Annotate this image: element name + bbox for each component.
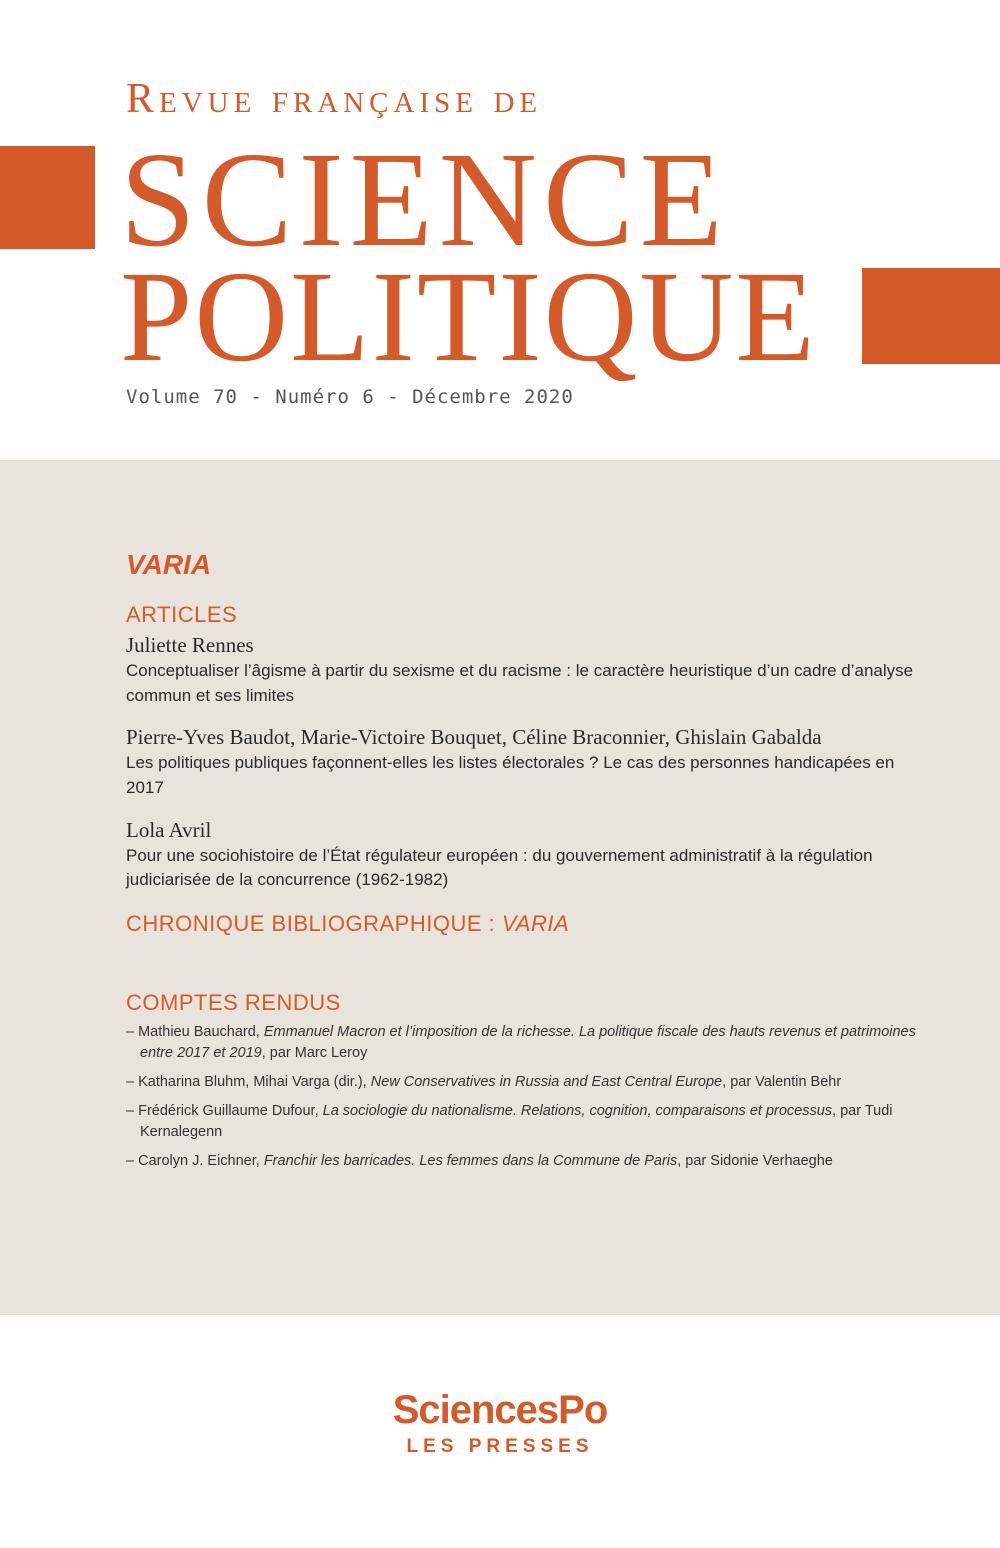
article-authors: Lola Avril: [126, 817, 212, 842]
decorative-bar-right: [862, 268, 1000, 364]
article-authors: Pierre-Yves Baudot, Marie-Victoire Bouquet, Céline Braconnier, Ghislain Gabalda: [126, 725, 822, 750]
article-entry: [126, 819, 936, 893]
articles-heading: ARTICLES: [126, 601, 238, 627]
article-title: Les politiques publiques façonnent-elles les listes électorales ? Le cas des personnes handicapées en 2017: [126, 753, 895, 798]
review-work: New Conservatives in Russia and East Central Europe: [370, 1073, 723, 1090]
review-reviewer: , par Sidonie Verhaeghe: [677, 1152, 833, 1169]
review-work: Franchir les barricades. Les femmes dans la Commune de Paris: [263, 1152, 678, 1169]
article-entry: [126, 726, 936, 800]
publisher-subtitle: LES PRESSES: [406, 1436, 594, 1457]
journal-title-line3: POLITIQUE: [120, 245, 817, 389]
article-title: Conceptualiser l’âgisme à partir du sexisme et du racisme : le caractère heuristique d’un cadre d’analyse commun et ses limites: [126, 661, 914, 705]
review-reviewer: , par Tudi Kernalegenn: [140, 1102, 893, 1140]
journal-title-line2: SCIENCE: [120, 125, 729, 275]
review-entry: [126, 1151, 936, 1172]
review-reviewer: , par Valentin Behr: [722, 1073, 842, 1090]
review-author: – Carolyn J. Eichner,: [126, 1152, 264, 1169]
review-work: Emmanuel Macron et l’imposition de la richesse. La politique fiscale des hauts revenus et patrimoines entre 2017 et 2019: [140, 1023, 916, 1061]
review-author: – Frédérick Guillaume Dufour,: [126, 1102, 323, 1119]
publisher-logo: [0, 1390, 1000, 1458]
chronique-theme: VARIA: [501, 911, 570, 937]
article-title: Pour une sociohistoire de l’État régulateur européen : du gouvernement administratif à la régulation judiciarisée de la concurrence (1962-1982): [126, 845, 873, 890]
decorative-bar-left: [0, 146, 95, 249]
issue-theme: VARIA: [126, 549, 212, 580]
review-entry: [126, 1022, 936, 1064]
chronique-heading: [126, 911, 936, 937]
reviews-heading: COMPTES RENDUS: [126, 989, 341, 1015]
review-entry: [126, 1072, 936, 1093]
chronique-label: CHRONIQUE BIBLIOGRAPHIQUE :: [126, 911, 502, 937]
review-reviewer: , par Marc Leroy: [261, 1044, 368, 1061]
review-entry: [126, 1101, 936, 1143]
review-author: – Katharina Bluhm, Mihai Varga (dir.),: [126, 1073, 371, 1090]
review-author: – Mathieu Bauchard,: [126, 1023, 264, 1040]
publisher-name: SciencesPo: [392, 1388, 608, 1432]
table-of-contents: [0, 460, 1000, 1315]
article-entry: [126, 634, 936, 708]
article-authors: Juliette Rennes: [126, 632, 254, 657]
journal-title-line1: Revue française de: [126, 76, 543, 122]
review-work: La sociologie du nationalisme. Relations, cognition, comparaisons et processus: [322, 1102, 833, 1119]
issue-info: Volume 70 - Numéro 6 - Décembre 2020: [126, 386, 574, 408]
